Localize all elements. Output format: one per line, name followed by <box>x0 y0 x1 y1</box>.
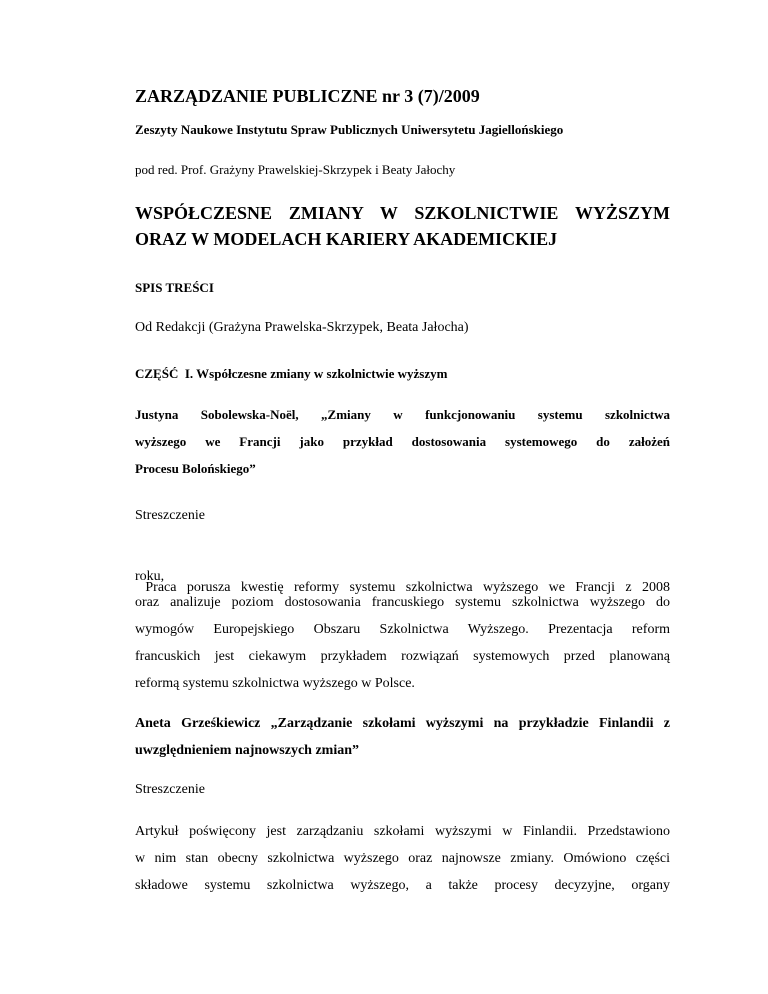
article-2-abstract-line-1-wrap <box>135 824 670 840</box>
part-heading: CZĘŚĆ I. Współczesne zmiany w szkolnictwie wyższym <box>135 366 448 381</box>
article-1-abstract-text-1: Praca porusza kwestię reformy systemu szkolnictwa wyższego we Francji z 2008 <box>135 580 670 595</box>
toc-heading: SPIS TREŚCI <box>135 280 214 295</box>
article-2-title-line-2: uwzględnieniem najnowszych zmian” <box>135 743 359 758</box>
journal-title: ZARZĄDZANIE PUBLICZNE nr 3 (7)/2009 <box>135 86 480 106</box>
article-1-title-line-2-wrap <box>135 434 670 450</box>
article-1-abstract-line-3-wrap <box>135 595 670 611</box>
volume-title-line-1: WSPÓŁCZESNE ZMIANY W SZKOLNICTWIE WYŻSZYM <box>135 203 670 223</box>
article-2-abstract-line-1: Artykuł poświęcony jest zarządzaniu szkołami wyższymi w Finlandii. Przedstawiono <box>135 824 670 839</box>
editors-line: pod red. Prof. Grażyny Prawelskiej-Skrzypek i Beaty Jałochy <box>135 162 456 177</box>
article-1-abstract-line-1 <box>135 548 670 628</box>
article-1-title-line-2: wyższego we Francji jako przykład dostosowania systemowego do założeń <box>135 434 670 449</box>
article-2-abstract-line-3-wrap <box>135 878 670 894</box>
article-2-title <box>135 716 670 732</box>
article-1-abstract-line-6: reformą systemu szkolnictwa wyższego w Polsce. <box>135 676 415 691</box>
article-1-title-line-1: Justyna Sobolewska-Noël, „Zmiany w funkcjonowaniu systemu szkolnictwa <box>135 407 670 422</box>
article-2-abstract-line-3: składowe systemu szkolnictwa wyższego, a także procesy decyzyjne, organy <box>135 878 670 893</box>
article-1-abstract-line-2: roku, <box>135 569 165 584</box>
article-2-abstract-line-2: w nim stan obecny szkolnictwa wyższego oraz najnowsze zmiany. Omówiono części <box>135 851 670 866</box>
editorial-entry: Od Redakcji (Grażyna Prawelska-Skrzypek, Beata Jałocha) <box>135 320 469 335</box>
article-2-title-line-1: Aneta Grześkiewicz „Zarządzanie szkołami wyższymi na przykładzie Finlandii z <box>135 716 670 731</box>
article-1-abstract-line-5-wrap <box>135 649 670 665</box>
article-1-abstract-line-5: francuskich jest ciekawym przykładem rozwiązań systemowych przed planowaną <box>135 649 670 664</box>
volume-title <box>135 203 670 224</box>
article-2-abstract-line-2-wrap <box>135 851 670 867</box>
article-1-abstract-label: Streszczenie <box>135 508 205 523</box>
article-1-abstract-line-3: oraz analizuje poziom dostosowania francuskiego systemu szkolnictwa wyższego do <box>135 595 670 610</box>
article-1-title-line-3: Procesu Bolońskiego” <box>135 461 256 476</box>
article-2-abstract-label: Streszczenie <box>135 782 205 797</box>
volume-title-line-2: ORAZ W MODELACH KARIERY AKADEMICKIEJ <box>135 229 558 249</box>
article-1-abstract-line-4: wymogów Europejskiego Obszaru Szkolnictwa Wyższego. Prezentacja reform <box>135 622 670 637</box>
article-1-abstract-line-4-wrap <box>135 622 670 638</box>
journal-subtitle: Zeszyty Naukowe Instytutu Spraw Publicznych Uniwersytetu Jagiellońskiego <box>135 122 564 137</box>
article-1-title <box>135 407 670 423</box>
